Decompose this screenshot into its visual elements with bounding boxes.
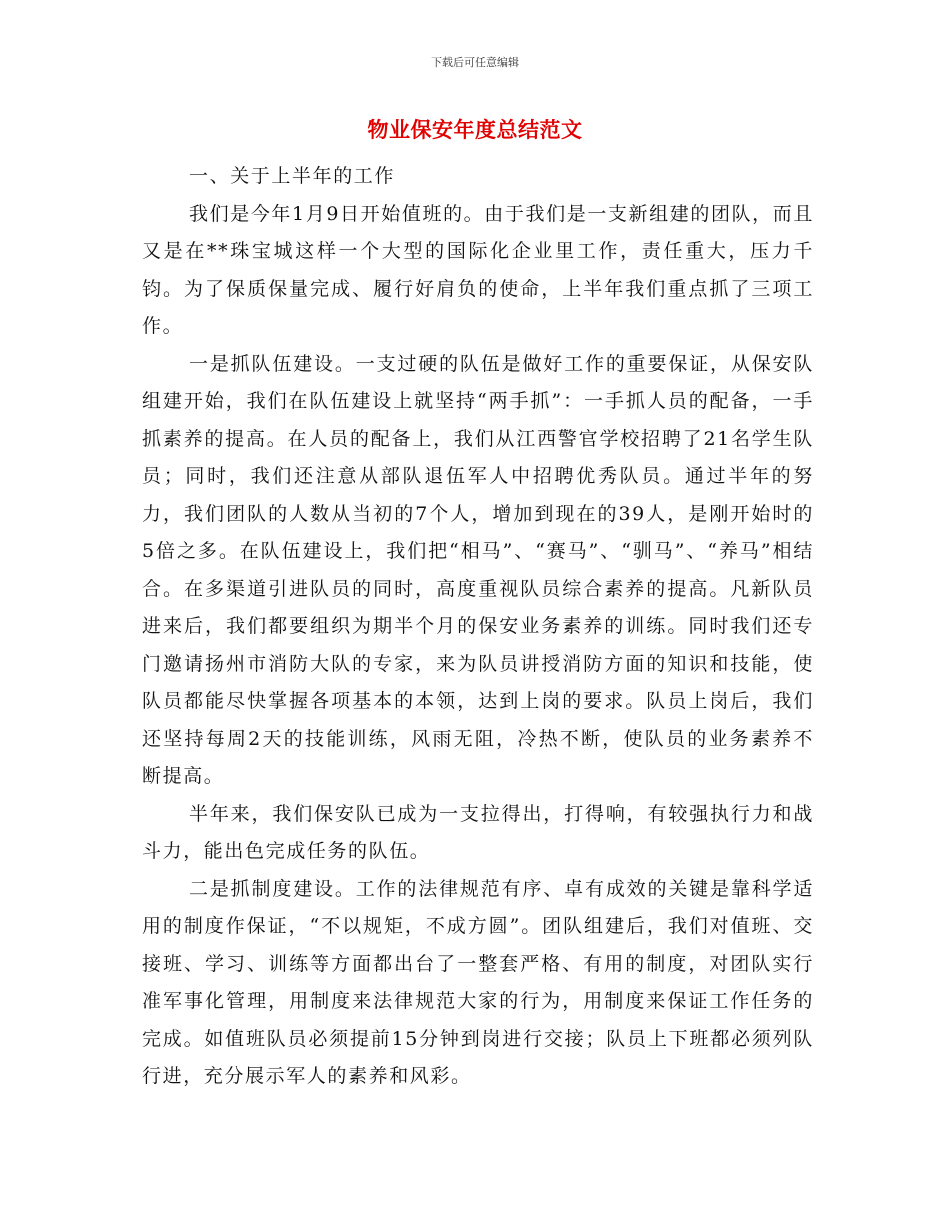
paragraph: 半年来，我们保安队已成为一支拉得出，打得响，有较强执行力和战斗力，能出色完成任务的队伍。 [142, 802, 814, 862]
paragraph: 我们是今年1月9日开始值班的。由于我们是一支新组建的团队，而且又是在**珠宝城这样一个大型的国际化企业里工作，责任重大，压力千钧。为了保质保量完成、履行好肩负的使命，上半年我们重点抓了三项工作。 [142, 202, 814, 337]
document-body [142, 158, 814, 1096]
document-title: 物业保安年度总结范文 [367, 117, 583, 142]
section-heading: 一、关于上半年的工作 [189, 165, 396, 187]
paragraph: 二是抓制度建设。工作的法律规范有序、卓有成效的关键是靠科学适用的制度作保证，“不以规矩，不成方圆”。团队组建后，我们对值班、交接班、学习、训练等方面都出台了一整套严格、有用的制度，对团队实行准军事化管理，用制度来法律规范大家的行为，用制度来保证工作任务的完成。如值班队员必须提前15分钟到岗进行交接；队员上下班都必须列队行进，充分展示军人的素养和风彩。 [142, 877, 814, 1087]
paragraph: 一是抓队伍建设。一支过硬的队伍是做好工作的重要保证，从保安队组建开始，我们在队伍建设上就坚持“两手抓”：一手抓人员的配备，一手抓素养的提高。在人员的配备上，我们从江西警官学校招聘了21名学生队员；同时，我们还注意从部队退伍军人中招聘优秀队员。通过半年的努力，我们团队的人数从当初的7个人，增加到现在的39人，是刚开始时的5倍之多。在队伍建设上，我们把“相马”、“赛马”、“驯马”、“养马”相结合。在多渠道引进队员的同时，高度重视队员综合素养的提高。凡新队员进来后，我们都要组织为期半个月的保安业务素养的训练。同时我们还专门邀请扬州市消防大队的专家，来为队员讲授消防方面的知识和技能，使队员都能尽快掌握各项基本的本领，达到上岗的要求。队员上岗后，我们还坚持每周2天的技能训练，风雨无阻，冷热不断，使队员的业务素养不断提高。 [142, 352, 814, 787]
header-note: 下载后可任意编辑 [431, 56, 519, 69]
